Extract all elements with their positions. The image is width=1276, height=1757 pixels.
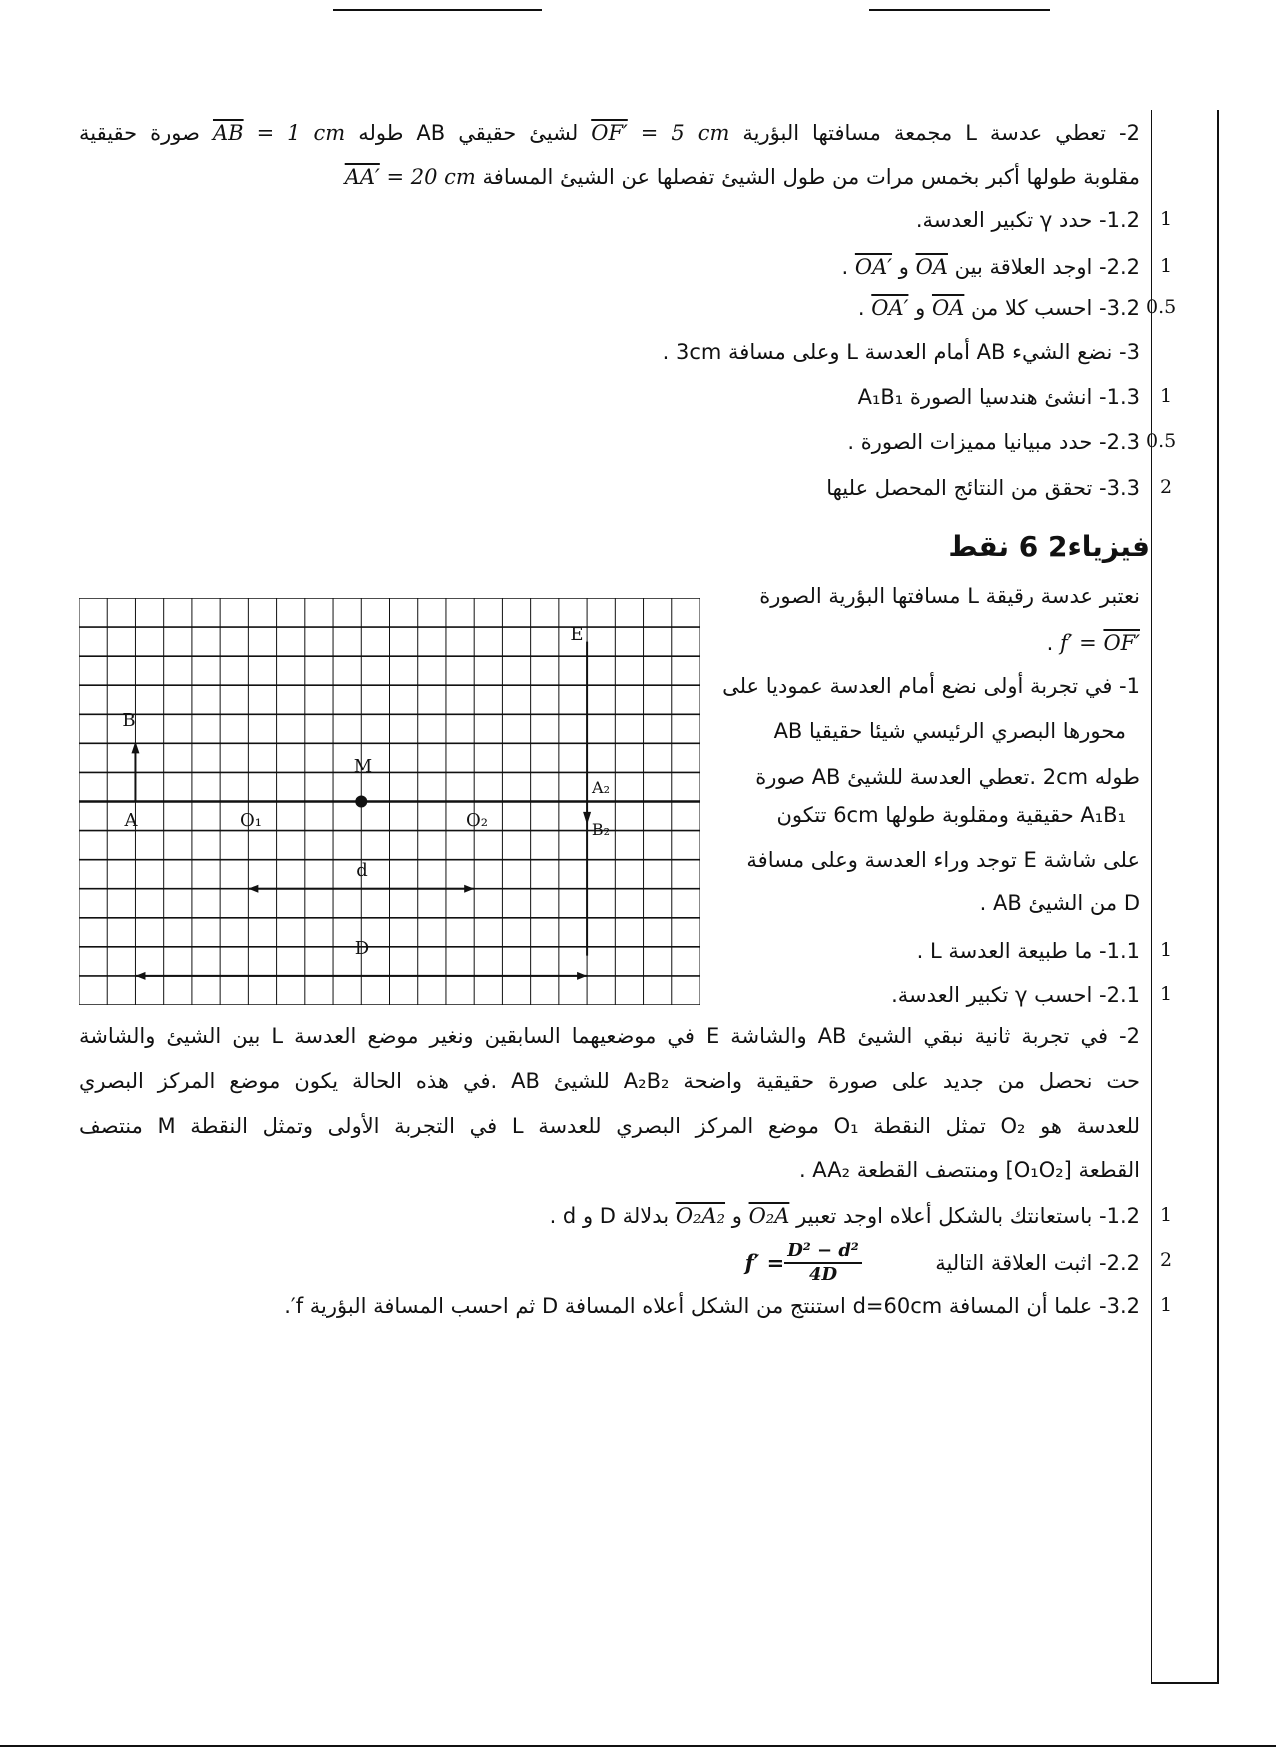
text: . [857, 296, 865, 320]
question-2-2 [842, 252, 1141, 282]
ex2-p2-line: القطعة [O₁O₂] ومنتصف القطعة AA₂ . [798, 1158, 1140, 1182]
score: 0.5 [1146, 296, 1177, 318]
math [213, 121, 345, 145]
score: 0.5 [1146, 430, 1177, 452]
point-M [355, 796, 367, 808]
grid-drawing [79, 598, 700, 1005]
optics-diagram [79, 598, 700, 1005]
vector-AB: $\overline{AB}$ [212, 121, 244, 145]
value: = 1 cm [243, 121, 346, 145]
footer-rule [0, 1745, 1276, 1747]
question-1-3: 1.3- انشئ هندسيا الصورة A₁B₁ [857, 385, 1140, 409]
score: 1 [1160, 385, 1173, 407]
vector-AA: AA′ [344, 165, 380, 189]
ex1-line1 [79, 118, 1140, 148]
score: 1 [1160, 939, 1173, 961]
header-rule-right [869, 9, 1050, 11]
ex2-p1-line: D من الشيئ AB . [979, 891, 1140, 915]
question-2-2b [745, 1240, 1140, 1286]
vector-OA-prime: OA′ [871, 296, 909, 320]
formula-numerator: D² − d² [784, 1240, 862, 1264]
label-M: M [353, 756, 373, 777]
score: 1 [1160, 983, 1173, 1005]
score: 2 [1160, 1249, 1173, 1271]
ex2-intro2 [1047, 628, 1140, 658]
label-B: B [122, 710, 136, 731]
text: 2.2- اثبت العلاقة التالية [935, 1251, 1140, 1275]
text: 2- تعطي عدسة L مجمعة مسافتها البؤرية [742, 121, 1140, 145]
question-2-3: 2.3- حدد مبيانيا مميزات الصورة . [847, 430, 1140, 454]
ex1-line2 [345, 162, 1140, 192]
header-rule-left [333, 9, 542, 11]
vector-OA: $\overline{OA}$ [915, 255, 948, 279]
arrowhead-d-left [248, 885, 258, 893]
score: 1 [1160, 255, 1173, 277]
exercise-title: فيزياء2 6 نقط [948, 530, 1150, 563]
text: صورة حقيقية [79, 121, 200, 145]
text: مقلوبة طولها أكبر بخمس مرات من طول الشيئ تفصلها عن الشيئ المسافة [482, 165, 1140, 189]
score: 1 [1160, 1294, 1173, 1316]
text: و [898, 255, 909, 279]
value: = 5 cm [627, 121, 730, 145]
text: لشيئ حقيقي AB طوله [358, 121, 579, 145]
question-1-1: 1.1- ما طبيعة العدسة L . [916, 939, 1140, 963]
ex2-p1-line: على شاشة E توجد وراء العدسة وعلى مسافة [746, 848, 1140, 872]
label-D: D [354, 938, 370, 959]
label-A2: A₂ [592, 778, 610, 797]
label-B2: B₂ [591, 820, 611, 839]
ex2-p1-line: 1- في تجربة أولى نضع أمام العدسة عموديا على [722, 674, 1140, 698]
value: = 20 cm [379, 165, 476, 189]
vector-OF: OF′ [1103, 631, 1140, 655]
text: . [1046, 631, 1060, 655]
question-1-2: 1.2- حدد γ تكبير العدسة. [915, 208, 1140, 232]
math [1060, 631, 1140, 655]
label-O2: O₂ [466, 810, 488, 831]
formula [745, 1240, 862, 1286]
vector-OA: $\overline{OA}$ [931, 296, 965, 320]
question-3: 3- نضع الشيء AB أمام العدسة L وعلى مسافة 3cm . [662, 340, 1140, 364]
vector-O2A: O₂A [748, 1204, 790, 1228]
ex2-p2-line: للعدسة هو O₂ تمثل النقطة O₁ موضع المركز البصري للعدسة L في التجربة الأولى وتمثل النقطة M منتصف [79, 1114, 1141, 1138]
label-d: d [356, 860, 368, 881]
vector-OF: OF′ [591, 121, 628, 145]
text: بدلالة D و d . [549, 1204, 670, 1228]
ex2-p2-line: 2- في تجربة ثانية نبقي الشيئ AB والشاشة E في موضعيهما السابقين ونغير موضع العدسة L بين الشيئ والشاشة [79, 1024, 1140, 1048]
question-3-2 [858, 293, 1140, 323]
arrowhead-D-left [135, 972, 145, 980]
formula-denominator: 4D [808, 1264, 838, 1285]
ex2-intro1: نعتبر عدسة رقيقة L مسافتها البؤرية الصورة [759, 584, 1140, 608]
vector-O2A2: O₂A₂ [675, 1204, 726, 1228]
score: 1 [1160, 1204, 1173, 1226]
text: و [915, 296, 926, 320]
text: 2.2- اوجد العلاقة بين [954, 255, 1140, 279]
arrowhead-B2 [583, 812, 591, 825]
score: 2 [1160, 476, 1173, 498]
math [345, 165, 476, 189]
margin-box-bottom [1151, 1682, 1219, 1684]
score: 1 [1160, 208, 1173, 230]
margin-rule-inner [1151, 110, 1152, 1682]
label-E: E [570, 624, 584, 645]
math [591, 121, 729, 145]
text: 3.2- احسب كلا من [971, 296, 1140, 320]
text: . [841, 255, 849, 279]
arrowhead-D-right [577, 972, 587, 980]
question-3-3: 3.3- تحقق من النتائج المحصل عليها [826, 476, 1140, 500]
text: f′ = [1059, 631, 1104, 655]
ex2-p1-line: طوله 2cm .تعطي العدسة للشيئ AB صورة [755, 765, 1140, 789]
margin-rule-outer [1217, 110, 1219, 1682]
text: 1.2- باستعانتك بالشكل أعلاه اوجد تعبير [796, 1204, 1140, 1228]
text: و [731, 1204, 742, 1228]
question-2-1: 2.1- احسب γ تكبير العدسة. [891, 983, 1140, 1007]
question-1-2b [550, 1201, 1140, 1231]
label-A: A [124, 810, 138, 831]
ex2-p1-line: A₁B₁ حقيقية ومقلوبة طولها 6cm تتكون [776, 803, 1126, 827]
ex2-p1-line: محورها البصري الرئيسي شيئا حقيقيا AB [773, 719, 1126, 743]
formula-lhs: f′ = [744, 1250, 785, 1275]
arrowhead-d-right [464, 885, 474, 893]
question-3-2b: 3.2- علما أن المسافة d=60cm استنتج من الشكل أعلاه المسافة D ثم احسب المسافة البؤرية f′. [284, 1294, 1140, 1318]
ex2-p2-line: حت نحصل من جديد على صورة حقيقية واضحة A₂B₂ للشيئ AB .في هذه الحالة يكون موضع المركز البصري [79, 1069, 1140, 1093]
vector-OA-prime: OA′ [854, 255, 893, 279]
label-O1: O₁ [240, 810, 262, 831]
